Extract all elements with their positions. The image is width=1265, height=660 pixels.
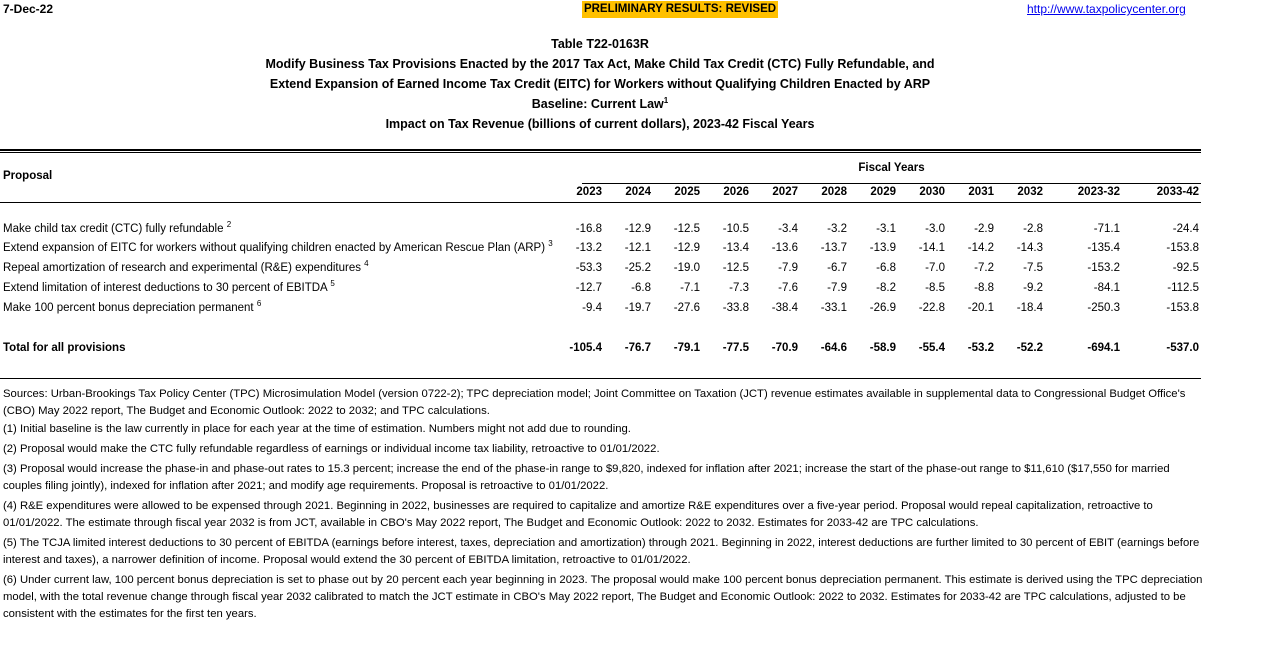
value-cell: -12.9 (624, 223, 651, 235)
value-cell: -10.5 (722, 223, 749, 235)
footnote-ref: 3 (548, 239, 553, 248)
value-cell: -38.4 (771, 302, 798, 314)
column-header: 2026 (723, 186, 749, 198)
total-value-cell: -70.9 (771, 342, 798, 354)
baseline-text: Baseline: Current Law (531, 97, 664, 111)
total-value-cell: -64.6 (820, 342, 847, 354)
total-value-cell: -105.4 (569, 342, 602, 354)
proposal-column-header: Proposal (3, 170, 53, 182)
column-header: 2024 (625, 186, 651, 198)
footnote: (4) R&E expenditures were allowed to be expensed through 2021. Beginning in 2022, businesses are required to capitalize and amortize R&E expenditures over a five-year period. Proposal would repeal capitalization, retroactive to 01/01/2022. The estimate through fiscal year 2032 is from JCT, available in CBO's May 2022 report, The Budget and Economic Outlook: 2022 to 2032. Estimates for 2033-42 are TPC calculations. (3, 500, 1153, 529)
column-header: 2029 (870, 186, 896, 198)
column-header: 2027 (772, 186, 798, 198)
value-cell: -71.1 (1093, 223, 1120, 235)
value-cell: -9.2 (1023, 282, 1043, 294)
value-cell: -84.1 (1093, 282, 1120, 294)
value-cell: -13.4 (722, 242, 749, 254)
value-cell: -19.7 (624, 302, 651, 314)
total-value-cell: -58.9 (869, 342, 896, 354)
value-cell: -6.7 (827, 262, 847, 274)
row-label-text: Repeal amortization of research and experimental (R&E) expenditures (3, 262, 361, 274)
value-cell: -8.2 (876, 282, 896, 294)
value-cell: -18.4 (1016, 302, 1043, 314)
total-value-cell: -55.4 (918, 342, 945, 354)
value-cell: -25.2 (624, 262, 651, 274)
footnote: (3) Proposal would increase the phase-in and phase-out rates to 15.3 percent; increase the end of the phase-in range to $9,820, indexed for inflation after 2021; increase the start of the phase-out range to $11,610 ($17,550 for married couples filing jointly), indexed for inflation after 2021; and modify age requirements. Proposal is retroactive to 01/01/2022. (3, 463, 1170, 492)
table-row (0, 220, 1201, 243)
value-cell: -9.4 (582, 302, 602, 314)
value-cell: -24.4 (1172, 223, 1199, 235)
value-cell: -20.1 (967, 302, 994, 314)
table-id: Table T22-0163R (551, 37, 649, 51)
footnote: (5) The TCJA limited interest deductions to 30 percent of EBITDA (earnings before interest, taxes, depreciation and amortization) through 2021. Beginning in 2022, interest deductions are further limited to 30 percent of EBIT (earnings before interest and taxes), a narrower definition of income. Proposal would extend the 30 percent of EBITDA limitation, retroactive to 01/01/2022. (3, 537, 1200, 566)
value-cell: -7.5 (1023, 262, 1043, 274)
value-cell: -2.9 (974, 223, 994, 235)
value-cell: -14.3 (1016, 242, 1043, 254)
total-value-cell: -79.1 (673, 342, 700, 354)
sources-note: Sources: Urban-Brookings Tax Policy Center (TPC) Microsimulation Model (version 0722-2); TPC depreciation model; Joint Committee on Taxation (JCT) revenue estimates available in supplemental data to Congressional Budget Office's (CBO) May 2022 report, The Budget and Economic Outlook: 2022 to 2032; and TPC calculations. (3, 388, 1186, 417)
footnote: (2) Proposal would make the CTC fully refundable regardless of earnings or individual income tax liability, retroactive to 01/01/2022. (3, 443, 660, 455)
footnotes (3, 386, 1203, 626)
total-value-cell: -694.1 (1087, 342, 1120, 354)
value-cell: -19.0 (673, 262, 700, 274)
value-cell: -13.6 (771, 242, 798, 254)
row-label-text: Make child tax credit (CTC) fully refundable (3, 223, 224, 235)
total-label: Total for all provisions (3, 342, 126, 354)
value-cell: -112.5 (1167, 282, 1199, 294)
column-header: 2028 (821, 186, 847, 198)
value-cell: -3.0 (925, 223, 945, 235)
report-date: 7-Dec-22 (3, 2, 54, 16)
footnote-ref: 4 (364, 259, 369, 268)
value-cell: -8.5 (925, 282, 945, 294)
value-cell: -92.5 (1172, 262, 1199, 274)
top-double-rule (0, 149, 1201, 153)
footnote-ref: 6 (256, 299, 262, 308)
row-label (3, 299, 262, 314)
value-cell: -12.5 (673, 223, 700, 235)
value-cell: -53.3 (575, 262, 602, 274)
fiscal-years-header: Fiscal Years (858, 162, 925, 174)
value-cell: -7.1 (680, 282, 700, 294)
footnote: (6) Under current law, 100 percent bonus depreciation is set to phase out by 20 percent each year beginning in 2023. The proposal would make 100 percent bonus depreciation permanent. This estimate is derived using the TPC depreciation model, with the total revenue change through fiscal year 2032 calibrated to match the JCT estimate in CBO's May 2022 report, The Budget and Economic Outlook: 2022 to 2032. Estimates for 2033-42 are TPC calculations, adjusted to be consistent with the estimates for the first ten years. (3, 574, 1203, 620)
value-cell: -7.9 (827, 282, 847, 294)
row-label (3, 220, 232, 235)
value-cell: -13.7 (820, 242, 847, 254)
value-cell: -6.8 (631, 282, 651, 294)
table-subtitle: Impact on Tax Revenue (billions of current dollars), 2023-42 Fiscal Years (385, 117, 815, 131)
footnote-ref: 1 (663, 96, 669, 105)
value-cell: -13.2 (575, 242, 602, 254)
value-cell: -250.3 (1087, 302, 1120, 314)
footnote: (1) Initial baseline is the law currently in place for each year at the time of estimation. Numbers might not add due to rounding. (3, 423, 631, 435)
value-cell: -22.8 (918, 302, 945, 314)
footnote-ref: 2 (226, 220, 232, 229)
value-cell: -6.8 (876, 262, 896, 274)
total-value-cell: -52.2 (1016, 342, 1043, 354)
title-line-1: Modify Business Tax Provisions Enacted by the 2017 Tax Act, Make Child Tax Credit (CTC) Fully Refundable, and (265, 57, 935, 71)
value-cell: -13.9 (869, 242, 896, 254)
value-cell: -7.6 (778, 282, 798, 294)
column-header-row (0, 186, 1201, 206)
value-cell: -3.4 (778, 223, 798, 235)
table-row (0, 259, 1201, 282)
total-value-cell: -537.0 (1166, 342, 1199, 354)
column-header: 2023-32 (1077, 186, 1120, 198)
value-cell: -27.6 (673, 302, 700, 314)
value-cell: -7.2 (974, 262, 994, 274)
value-cell: -14.2 (967, 242, 994, 254)
column-header: 2025 (674, 186, 700, 198)
baseline-title (0, 97, 1200, 111)
total-row (0, 342, 1201, 362)
table-row (0, 279, 1201, 302)
row-label-text: Extend expansion of EITC for workers without qualifying children enacted by American Rescue Plan (ARP) (3, 242, 546, 254)
row-label (3, 259, 369, 274)
value-cell: -12.5 (722, 262, 749, 274)
value-cell: -135.4 (1087, 242, 1120, 254)
header-rule (0, 202, 1201, 203)
value-cell: -3.1 (876, 223, 896, 235)
row-label (3, 279, 335, 294)
value-cell: -12.9 (673, 242, 700, 254)
row-label-text: Make 100 percent bonus depreciation permanent (3, 302, 254, 314)
column-header: 2032 (1017, 186, 1043, 198)
value-cell: -12.1 (624, 242, 651, 254)
value-cell: -3.2 (827, 223, 847, 235)
value-cell: -153.8 (1166, 302, 1199, 314)
value-cell: -33.8 (722, 302, 749, 314)
value-cell: -153.2 (1087, 262, 1120, 274)
tpc-website-link[interactable]: http://www.taxpolicycenter.org (1027, 2, 1186, 16)
preliminary-banner: PRELIMINARY RESULTS: REVISED (582, 1, 778, 18)
column-header: 2031 (968, 186, 994, 198)
value-cell: -26.9 (869, 302, 896, 314)
value-cell: -8.8 (974, 282, 994, 294)
title-line-2: Extend Expansion of Earned Income Tax Credit (EITC) for Workers without Qualifying Children Enacted by ARP (269, 77, 931, 91)
table-row (0, 299, 1201, 322)
value-cell: -12.7 (575, 282, 602, 294)
value-cell: -33.1 (820, 302, 847, 314)
total-value-cell: -53.2 (967, 342, 994, 354)
value-cell: -153.8 (1166, 242, 1199, 254)
value-cell: -7.0 (925, 262, 945, 274)
column-header: 2033-42 (1156, 186, 1199, 198)
table-row (0, 239, 1201, 262)
value-cell: -14.1 (918, 242, 945, 254)
value-cell: -2.8 (1023, 223, 1043, 235)
row-label (3, 239, 553, 254)
value-cell: -7.9 (778, 262, 798, 274)
value-cell: -7.3 (729, 282, 749, 294)
column-header: 2030 (919, 186, 945, 198)
column-header: 2023 (576, 186, 602, 198)
footnote-ref: 5 (330, 279, 335, 288)
fiscal-years-rule (582, 183, 1201, 184)
total-value-cell: -77.5 (722, 342, 749, 354)
value-cell: -16.8 (575, 223, 602, 235)
row-label-text: Extend limitation of interest deductions to 30 percent of EBITDA (3, 282, 328, 294)
total-value-cell: -76.7 (624, 342, 651, 354)
footer-rule (0, 378, 1201, 379)
